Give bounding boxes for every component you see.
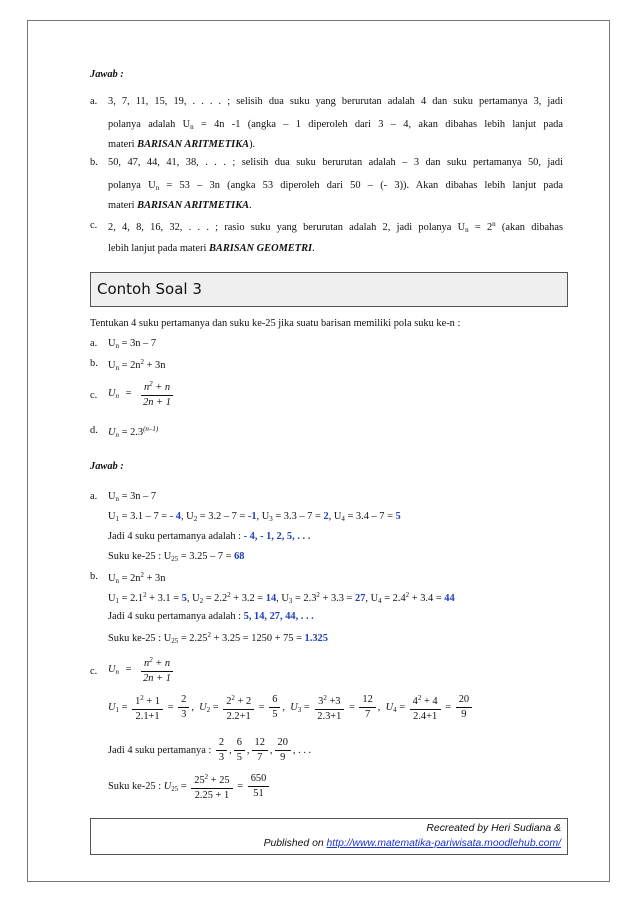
section-title: Contoh Soal 3	[97, 280, 202, 298]
sol-b-term25: Suku ke-25 : $U_{25} = 2.25^2 + 3.25 = 1250 + 75 = 1.325$	[108, 631, 328, 645]
sol-b-terms: $U_1 = 2.1^2 + 3.1 = 5$, $U_2 = 2.2^2 + 3.2 = 14$, $U_3 = 2.3^2 + 3.3 = 27$, $U_4 = 2.4^2 + 3.4 = 44$	[108, 591, 455, 605]
sol-c-marker: c.	[90, 666, 98, 677]
sol-b-marker: b.	[90, 571, 98, 582]
sol-b-formula: $U_n = 2n^2 + 3n$	[108, 571, 166, 585]
answer-a-line2: polanya adalah $U_n = 4n$ -1 (angka – 1 diperoleh dari 3 – 4, akan dibahas lebih lanjut pada	[108, 119, 563, 131]
answer-c-marker: c.	[90, 220, 98, 231]
q-b-formula: $U_n = 2n^2 + 3n$	[108, 358, 166, 372]
sol-c-term25: Suku ke-25 : $U_{25}$ = $\frac{25^2 + 25}{2.25 + 1}$ = $\frac{650}{51}$	[108, 771, 271, 802]
q-a-marker: a.	[90, 338, 98, 349]
question-text: Tentukan 4 suku pertamanya dan suku ke-25 jika suatu barisan memiliki pola suku ke-n :	[90, 318, 461, 329]
sol-a-summary: Jadi 4 suku pertamanya adalah : - 4, - 1, 2, 5, . . .	[108, 531, 311, 542]
sol-a-term25: Suku ke-25 : $U_{25} = 3.25 - 7 = 68$	[108, 551, 245, 563]
sol-c-terms: $U_1$ = $\frac{1^2 + 1}{2.1+1}$ = $\frac{2}{3}$ , $U_2$ = $\frac{2^2 + 2}{2.2+1}$ = $\frac{6}{5}$ , $U_3$ = $\frac{3^2 +3}{2.3+1}$ = $\frac{12}{7}$ , $U_4$ = $\frac{4^2 + 4}{2.4+1}$ = $\frac{20}{9}$	[108, 692, 474, 723]
answer-b-line3: materi BARISAN ARITMETIKA.	[108, 200, 252, 211]
sol-a-terms: $U_1 = 3.1 - 7$ = - 4, $U_2 = 3.2 - 7 = -1$, $U_3 = 3.3 - 7 = 2$, $U_4 = 3.4 - 7 = 5$	[108, 511, 401, 523]
sol-c-summary: Jadi 4 suku pertamanya : $\frac{2}{3}$ , $\frac{6}{5}$ , $\frac{12}{7}$ , $\frac{20}{9}$ , . . .	[108, 737, 312, 763]
q-d-marker: d.	[90, 425, 98, 436]
footer-credit: Recreated by Heri Sudiana &	[426, 823, 561, 834]
footer-link[interactable]: http://www.matematika-pariwisata.moodlehub.com/	[326, 838, 561, 849]
answer-a-line3: materi BARISAN ARITMETIKA).	[108, 139, 256, 150]
answer-b-line2: polanya $U_n = 53 - 3n$ (angka 53 diperoleh dari 50 – (- 3)). Akan dibahas lebih lanjut pada	[108, 180, 563, 192]
q-c-marker: c.	[90, 390, 98, 401]
section-header	[90, 272, 568, 307]
footer-box	[90, 818, 568, 855]
answer-a-marker: a.	[90, 96, 98, 107]
sol-a-marker: a.	[90, 491, 98, 502]
answer-a-line1: 3, 7, 11, 15, 19, . . . . ; selisih dua suku yang berurutan adalah 4 dan suku pertamanya 3, jadi	[108, 96, 563, 107]
sol-c-formula: $U_n$ = $\frac{n^2 + n}{2n + 1}$	[108, 654, 176, 685]
jawab-heading-2: Jawab :	[90, 461, 124, 472]
q-c-formula: $U_n$ = $\frac{n^2 + n}{2n + 1}$	[108, 378, 176, 409]
answer-c-line2: lebih lanjut pada materi BARISAN GEOMETRI.	[108, 243, 315, 254]
footer-published: Published on http://www.matematika-pariwisata.moodlehub.com/	[263, 838, 561, 849]
q-b-marker: b.	[90, 358, 98, 369]
answer-b-line1: 50, 47, 44, 41, 38, . . . ; selisih dua suku berurutan adalah – 3 dan suku pertamanya 50, jadi	[108, 157, 563, 168]
sol-a-formula: $U_n = 3n - 7$	[108, 491, 157, 503]
answer-c-line1: 2, 4, 8, 16, 32, . . . ; rasio suku yang berurutan adalah 2, jadi polanya $U_n = 2^n$ (akan dibahas	[108, 220, 563, 234]
jawab-heading: Jawab :	[90, 69, 124, 80]
q-a-formula: $U_n = 3n - 7$	[108, 338, 157, 350]
answer-b-marker: b.	[90, 157, 98, 168]
q-d-formula: $U_n = 2.3^{(n-1)}$	[108, 425, 159, 439]
sol-b-summary: Jadi 4 suku pertamanya adalah : 5, 14, 27, 44, . . .	[108, 611, 314, 622]
